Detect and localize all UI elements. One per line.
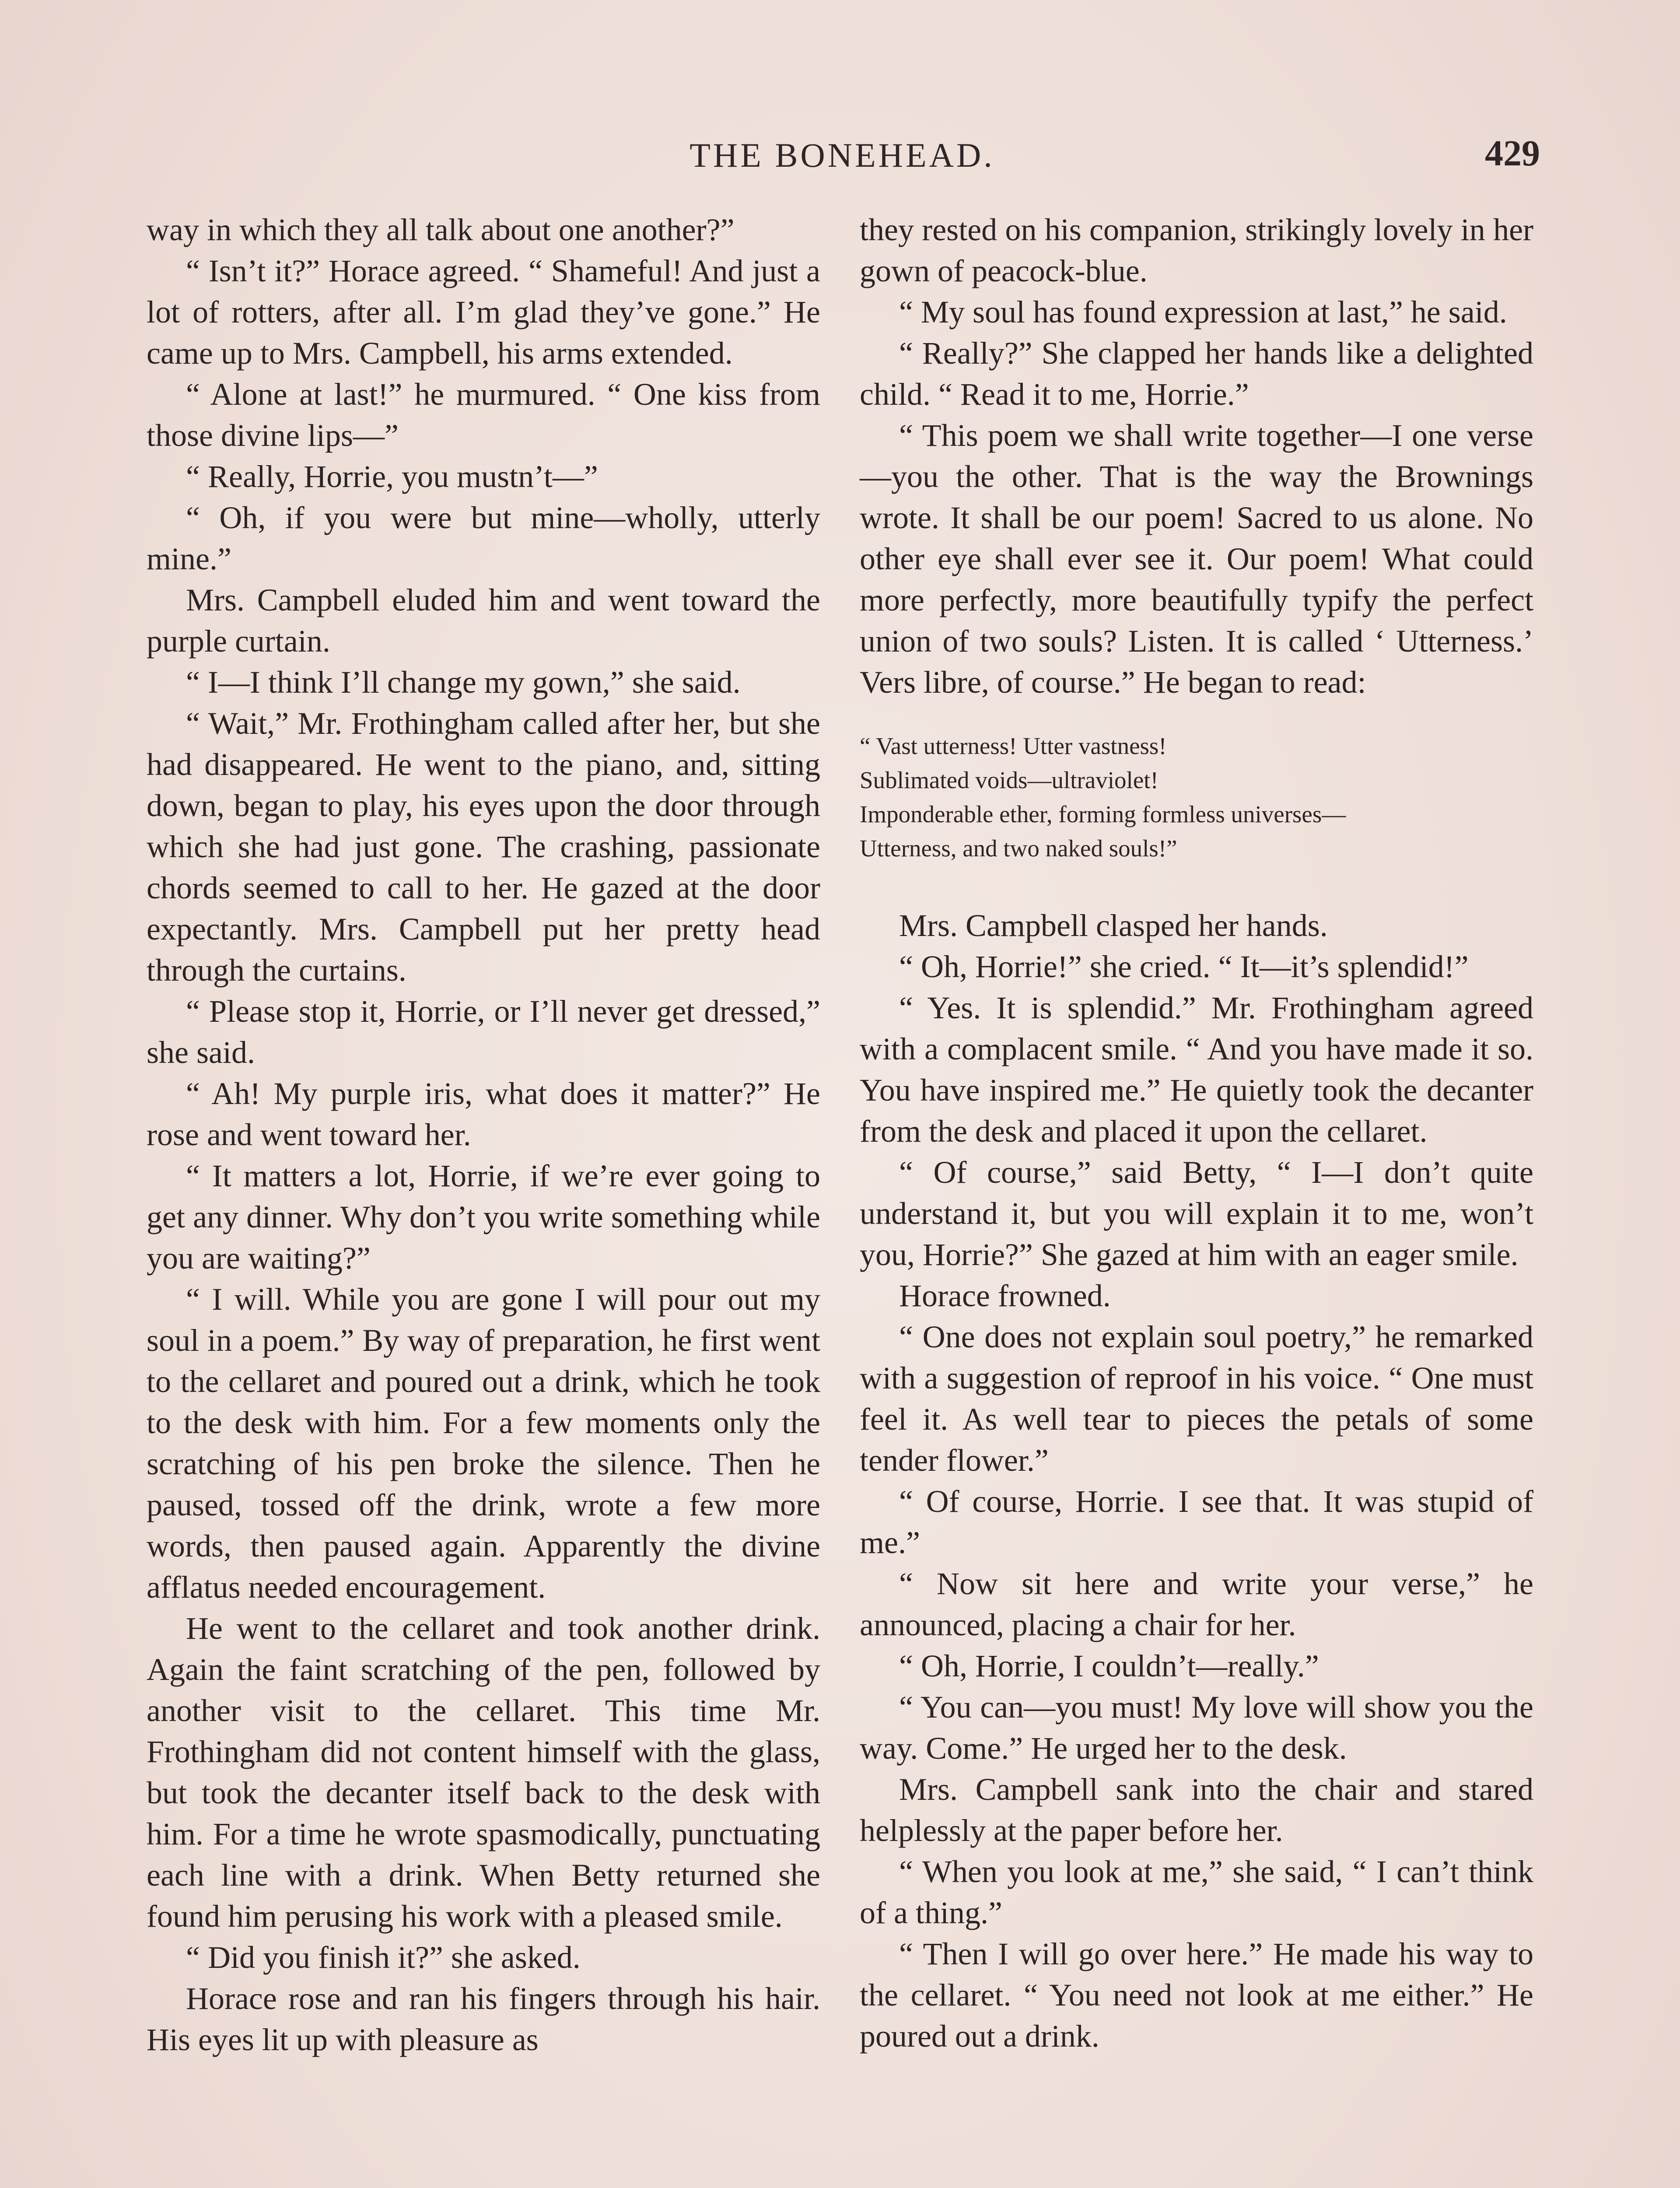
paragraph: “ Really?” She clapped her hands like a delighted child. “ Read it to me, Horrie.” — [860, 336, 1533, 412]
paragraph: “ Wait,” Mr. Frothingham called after her, but she had disappeared. He went to the piano, and, sitting down, began to play, his eyes upon the door through which she had just gone. The crashing, passionate chords seemed to call to her. He gazed at the door expectantly. Mrs. Campbell put her pretty head through the curtains. — [147, 706, 820, 988]
left-column — [147, 209, 820, 2188]
right-column — [860, 209, 1533, 2188]
paragraph: “ Now sit here and write your verse,” he announced, placing a chair for her. — [860, 1566, 1533, 1642]
paragraph: “ Of course, Horrie. I see that. It was stupid of me.” — [860, 1484, 1533, 1560]
paragraph: “ This poem we shall write together—I one verse—you the other. That is the way the Brownings wrote. It shall be our poem! Sacred to us alone. No other eye shall ever see it. Our poem! What could more perfectly, more beautifully typify the perfect union of two souls? Listen. It is called ‘ Utterness.’ Vers libre, of course.” He began to read: — [860, 418, 1533, 700]
paragraph: “ Alone at last!” he murmured. “ One kiss from those divine lips—” — [147, 377, 820, 453]
paragraph: He went to the cellaret and took another drink. Again the faint scratching of the pen, followed by another visit to the cellaret. This time Mr. Frothingham did not content himself with the glass, but took the decanter itself back to the desk with him. For a time he wrote spasmodically, punctuating each line with a drink. When Betty returned she found him perusing his work with a pleased smile. — [147, 1611, 820, 1934]
poem-line: Imponderable ether, forming formless universes— — [860, 801, 1346, 828]
paragraph: “ Ah! My purple iris, what does it matter?” He rose and went toward her. — [147, 1076, 820, 1152]
paragraph: “ Yes. It is splendid.” Mr. Frothingham agreed with a complacent smile. “ And you have made it so. You have inspired me.” He quietly took the decanter from the desk and placed it upon the cellaret. — [860, 990, 1533, 1149]
paragraph: they rested on his companion, strikingly lovely in her gown of peacock-blue. — [860, 212, 1533, 288]
paragraph: “ Then I will go over here.” He made his way to the cellaret. “ You need not look at me either.” He poured out a drink. — [860, 1936, 1533, 2054]
page-header — [144, 127, 1540, 188]
paragraph: Horace frowned. — [899, 1278, 1111, 1313]
paragraph: “ Did you finish it?” she asked. — [186, 1940, 581, 1975]
paragraph: Mrs. Campbell sank into the chair and stared helplessly at the paper before her. — [860, 1772, 1533, 1848]
paragraph: Mrs. Campbell eluded him and went toward the purple curtain. — [147, 582, 820, 659]
paragraph: “ Isn’t it?” Horace agreed. “ Shameful! And just a lot of rotters, after all. I’m glad they’ve gone.” He came up to Mrs. Campbell, his arms extended. — [147, 253, 820, 371]
paragraph: “ I will. While you are gone I will pour out my soul in a poem.” By way of preparation, he first went to the cellaret and poured out a drink, which he took to the desk with him. For a few moments only the scratching of his pen broke the silence. Then he paused, tossed off the drink, wrote a few more words, then paused again. Apparently the divine afflatus needed encouragement. — [147, 1282, 820, 1605]
poem-block — [860, 729, 1533, 866]
paragraph: “ Oh, Horrie!” she cried. “ It—it’s splendid!” — [899, 949, 1469, 984]
paragraph: “ Please stop it, Horrie, or I’ll never get dressed,” she said. — [147, 994, 820, 1070]
paragraph: “ You can—you must! My love will show you the way. Come.” He urged her to the desk. — [860, 1690, 1533, 1766]
paragraph: “ One does not explain soul poetry,” he remarked with a suggestion of reproof in his voice. “ One must feel it. As well tear to pieces the petals of some tender flower.” — [860, 1319, 1533, 1478]
paragraph: “ When you look at me,” she said, “ I can’t think of a thing.” — [860, 1854, 1533, 1930]
poem-line: Sublimated voids—ultraviolet! — [860, 767, 1158, 793]
paragraph: “ It matters a lot, Horrie, if we’re ever going to get any dinner. Why don’t you write something while you are waiting?” — [147, 1158, 820, 1276]
paragraph: way in which they all talk about one another?” — [147, 212, 735, 247]
paragraph: Horace rose and ran his fingers through his hair. His eyes lit up with pleasure as — [147, 1981, 820, 2057]
paragraph: Mrs. Campbell clasped her hands. — [899, 908, 1328, 943]
paragraph: “ I—I think I’ll change my gown,” she said. — [186, 665, 741, 700]
running-title: THE BONEHEAD. — [690, 136, 995, 174]
paragraph: “ My soul has found expression at last,” he said. — [899, 295, 1507, 330]
paragraph: “ Oh, if you were but mine—wholly, utterly mine.” — [147, 500, 820, 576]
poem-line: Utterness, and two naked souls!” — [860, 835, 1177, 862]
paragraph: “ Really, Horrie, you mustn’t—” — [186, 459, 598, 494]
page-number: 429 — [1485, 133, 1540, 174]
paragraph: “ Oh, Horrie, I couldn’t—really.” — [899, 1648, 1319, 1683]
poem-line: “ Vast utterness! Utter vastness! — [860, 733, 1167, 759]
paragraph: “ Of course,” said Betty, “ I—I don’t quite understand it, but you will explain it to me, won’t you, Horrie?” She gazed at him with an eager smile. — [860, 1155, 1533, 1272]
